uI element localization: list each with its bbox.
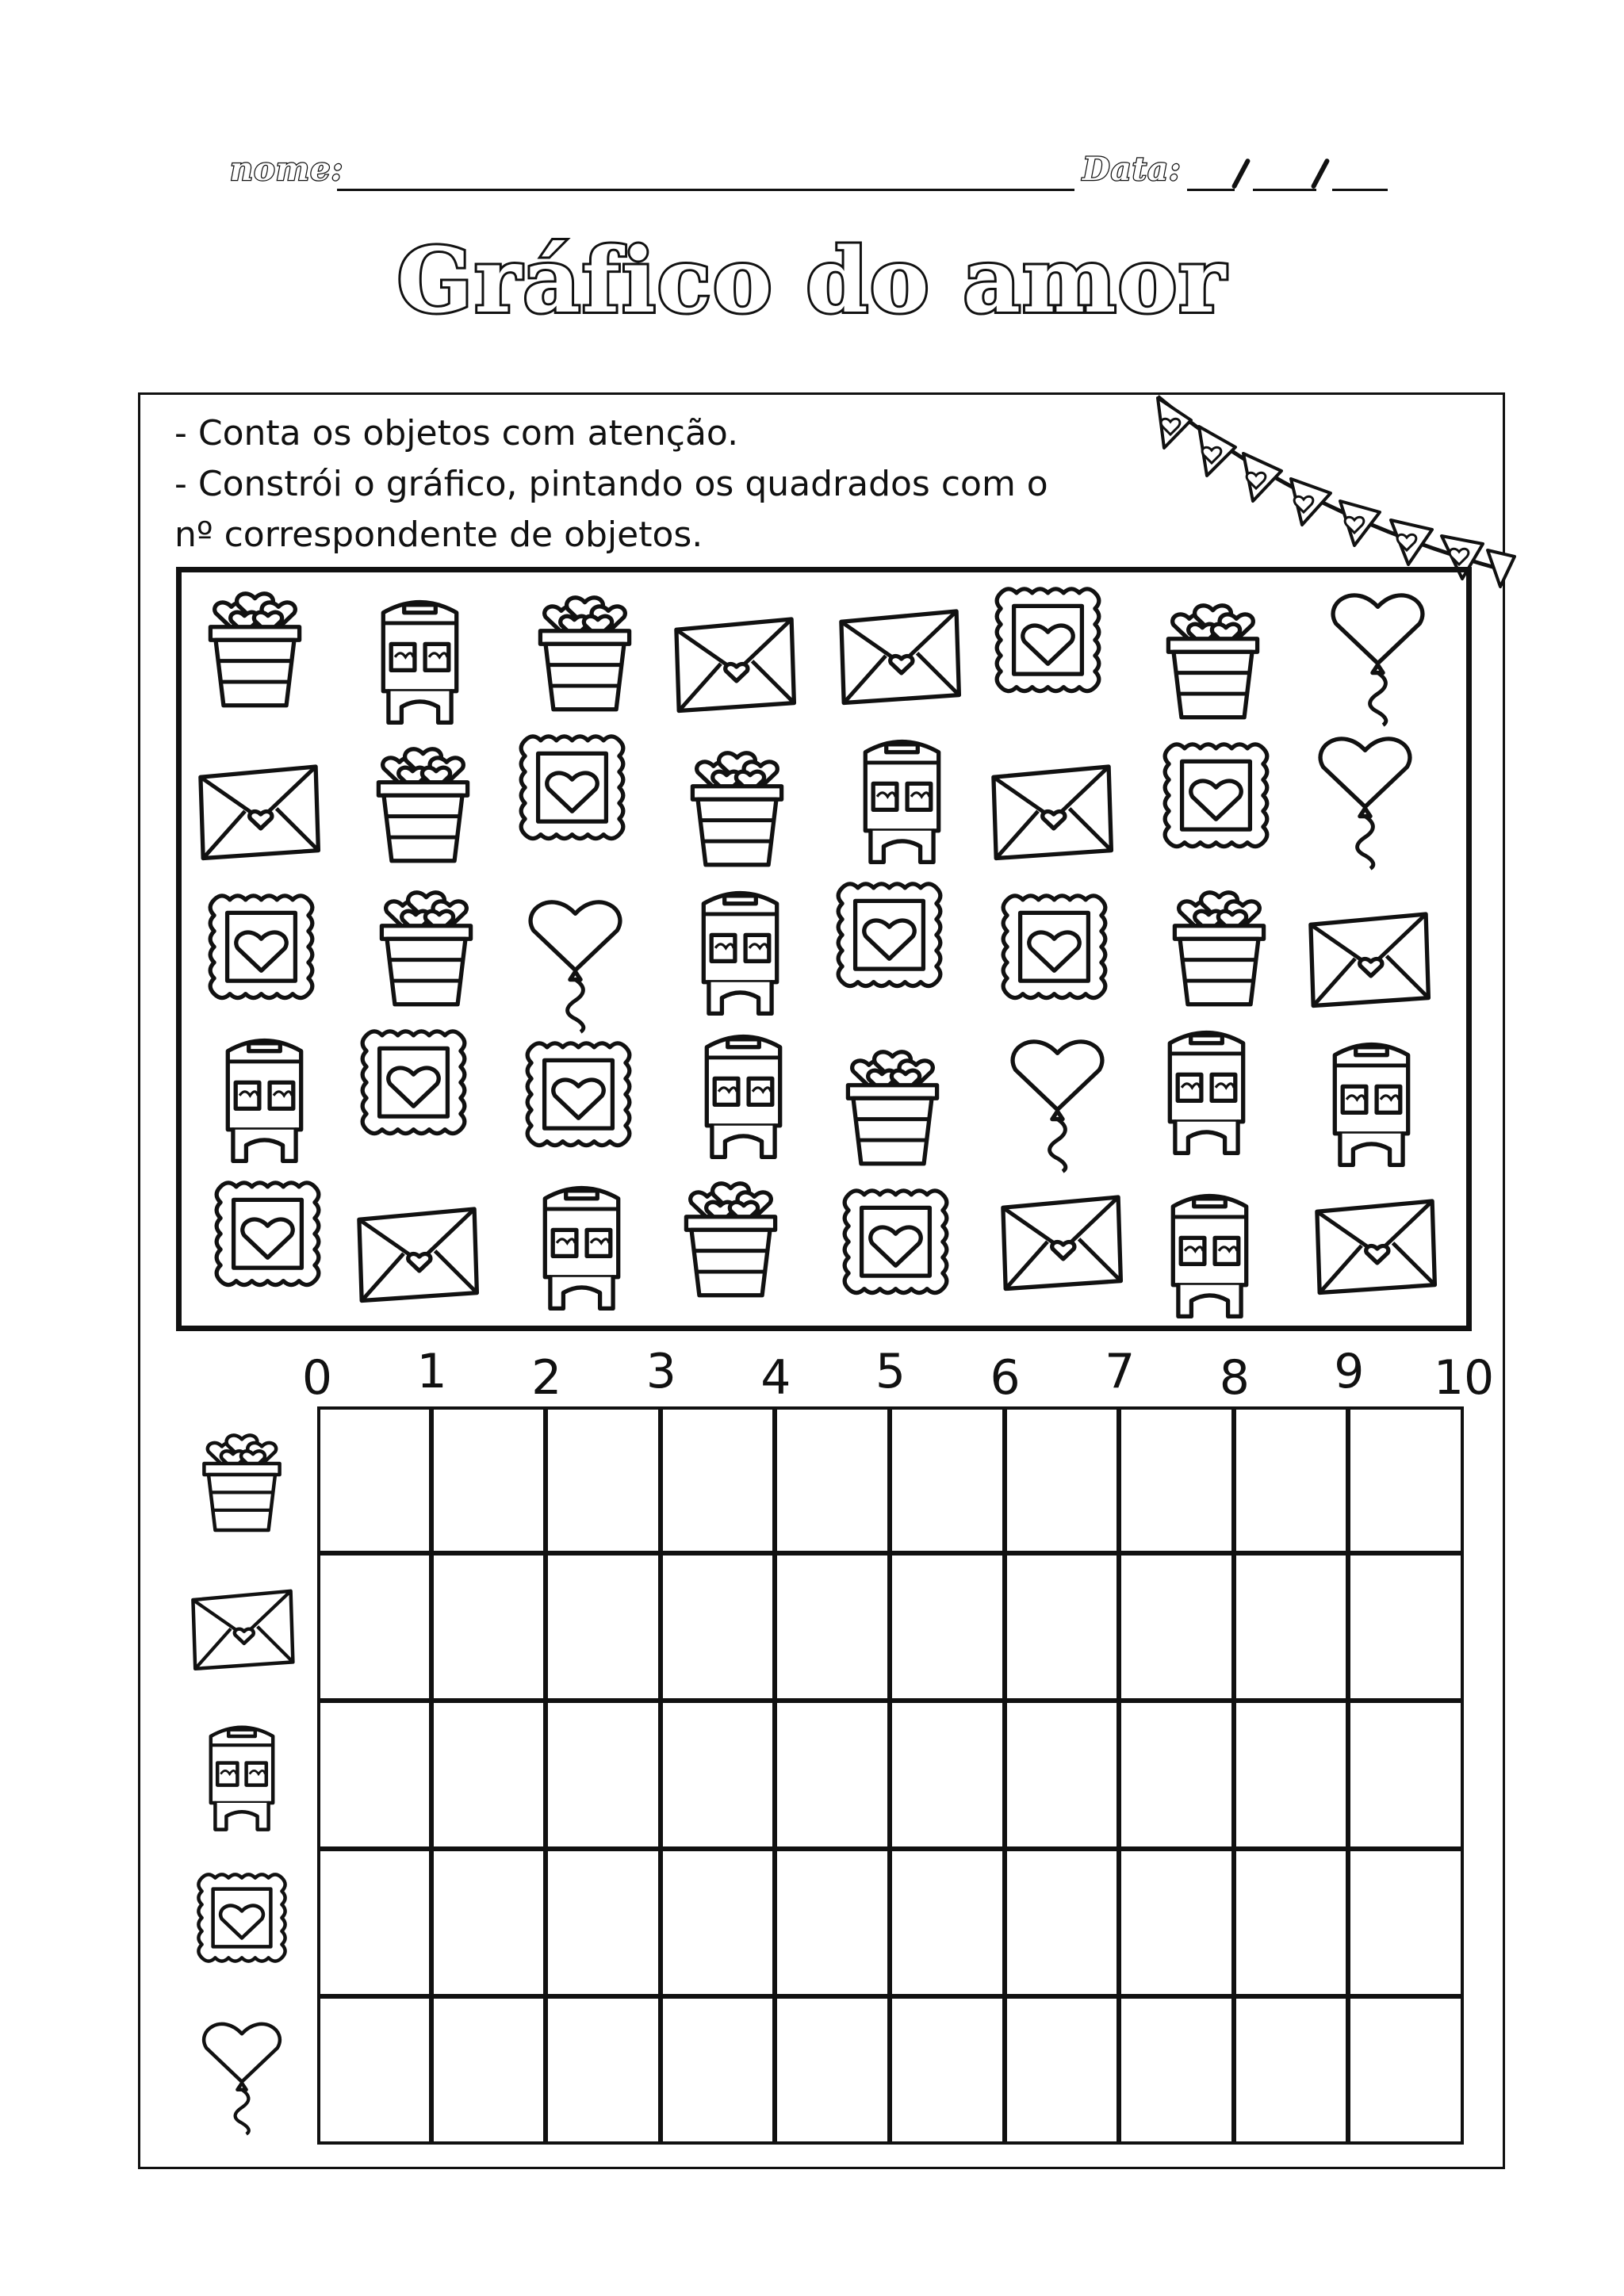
grid-square[interactable] [1347, 1406, 1464, 1554]
heart-stamp-icon [982, 878, 1125, 1028]
scale-number: 1 [416, 1344, 447, 1399]
love-letter-envelope-icon [989, 1165, 1132, 1315]
objects-scene [176, 567, 1472, 1331]
worksheet-header [0, 151, 1624, 206]
basket-of-hearts-icon [183, 571, 326, 721]
row-heart-balloon-icon [178, 1997, 305, 2145]
heart-stamp-icon [818, 866, 960, 1016]
heart-balloon-icon [986, 1021, 1128, 1172]
heart-stamp-icon [342, 1013, 485, 1164]
scale-number: 6 [990, 1350, 1021, 1406]
grid-square[interactable] [889, 1700, 1005, 1849]
grid-square[interactable] [545, 1552, 661, 1701]
scale-number: 7 [1105, 1344, 1136, 1399]
instruction-line-2: - Constrói o gráfico, pintando os quadrados com o [174, 464, 1048, 504]
row-heart-stamp-icon [178, 1850, 305, 1997]
grid-square[interactable] [660, 1406, 776, 1554]
grid-square[interactable] [431, 1848, 547, 1997]
grid-square[interactable] [317, 1406, 432, 1554]
scale-number: 0 [301, 1350, 333, 1406]
scale-number: 5 [875, 1344, 906, 1399]
grid-square[interactable] [774, 1996, 891, 2145]
instructions [174, 408, 1205, 561]
row-love-letter-envelope-icon [178, 1554, 305, 1701]
love-letter-envelope-icon [1303, 1169, 1446, 1319]
grid-square[interactable] [545, 1406, 661, 1554]
grid-square[interactable] [774, 1848, 891, 1997]
basket-of-hearts-icon [1147, 870, 1290, 1020]
grid-square[interactable] [889, 1406, 1005, 1554]
grid-square[interactable] [1004, 1848, 1120, 1997]
grid-square[interactable] [1118, 1848, 1235, 1997]
basket-of-hearts-icon [665, 730, 808, 881]
love-letter-envelope-icon [186, 734, 329, 885]
mailbox-icon [1300, 1025, 1442, 1176]
grid-square[interactable] [1004, 1700, 1120, 1849]
heart-stamp-icon [976, 571, 1119, 721]
mailbox-icon [348, 583, 491, 733]
mailbox-icon [1135, 1013, 1277, 1164]
basket-of-hearts-icon [351, 726, 494, 877]
instruction-line-3: nº correspondente de objetos. [174, 515, 703, 555]
grid-square[interactable] [1347, 1996, 1464, 2145]
love-letter-envelope-icon [345, 1177, 488, 1327]
grid-square[interactable] [889, 1996, 1005, 2145]
scale-number: 9 [1334, 1344, 1365, 1399]
heart-stamp-icon [1144, 726, 1287, 877]
grid-square[interactable] [774, 1406, 891, 1554]
grid-square[interactable] [317, 1552, 432, 1701]
row-basket-of-hearts-icon [178, 1406, 305, 1554]
grid-square[interactable] [774, 1700, 891, 1849]
grid-square[interactable] [431, 1700, 547, 1849]
basket-of-hearts-icon [821, 1029, 963, 1180]
scale-number: 3 [645, 1344, 676, 1399]
mailbox-icon [672, 1017, 814, 1168]
mailbox-icon [830, 722, 973, 873]
date-label: Data: [1082, 151, 1182, 188]
grid-square[interactable] [1118, 1996, 1235, 2145]
heart-stamp-icon [507, 1025, 649, 1176]
grid-square[interactable] [1004, 1552, 1120, 1701]
heart-balloon-icon [1293, 718, 1436, 869]
instruction-line-1: - Conta os objetos com atenção. [174, 413, 739, 453]
counting-grid [317, 1406, 1464, 2145]
grid-square[interactable] [1004, 1996, 1120, 2145]
heart-bunting-decoration [1142, 388, 1515, 595]
basket-of-hearts-icon [659, 1161, 802, 1311]
heart-stamp-icon [500, 718, 643, 869]
heart-stamp-icon [196, 1165, 339, 1315]
mailbox-icon [193, 1021, 335, 1172]
basket-of-hearts-icon [513, 575, 656, 725]
grid-square[interactable] [660, 1848, 776, 1997]
date-separator-1 [1231, 158, 1251, 189]
grid-square[interactable] [1347, 1552, 1464, 1701]
scale-number: 4 [760, 1350, 791, 1406]
grid-square[interactable] [1233, 1552, 1350, 1701]
grid-square[interactable] [889, 1552, 1005, 1701]
mailbox-icon [510, 1169, 653, 1319]
date-day-field[interactable] [1187, 189, 1235, 191]
grid-square[interactable] [431, 1552, 547, 1701]
row-mailbox-icon [178, 1701, 305, 1849]
heart-stamp-icon [190, 878, 332, 1028]
grid-square[interactable] [1118, 1406, 1235, 1554]
love-letter-envelope-icon [979, 734, 1122, 885]
heart-balloon-icon [1306, 575, 1449, 725]
grid-square[interactable] [545, 1996, 661, 2145]
grid-square[interactable] [317, 1996, 432, 2145]
grid-square[interactable] [1347, 1848, 1464, 1997]
name-label: nome: [230, 151, 344, 188]
grid-square[interactable] [660, 1700, 776, 1849]
grid-square[interactable] [431, 1996, 547, 2145]
scale-number: 8 [1219, 1350, 1250, 1406]
grid-square[interactable] [660, 1996, 776, 2145]
heart-balloon-icon [504, 882, 646, 1032]
date-month-field[interactable] [1253, 189, 1316, 191]
basket-of-hearts-icon [354, 870, 497, 1020]
grid-square[interactable] [317, 1700, 432, 1849]
grid-square[interactable] [1233, 1406, 1350, 1554]
scale-number: 10 [1433, 1350, 1495, 1406]
grid-square[interactable] [431, 1406, 547, 1554]
grid-square[interactable] [545, 1848, 661, 1997]
name-field[interactable] [337, 189, 1074, 191]
grid-square[interactable] [889, 1848, 1005, 1997]
grid-square[interactable] [545, 1700, 661, 1849]
heart-stamp-icon [824, 1173, 967, 1323]
scale-number: 2 [531, 1350, 562, 1406]
grid-square[interactable] [1347, 1700, 1464, 1849]
grid-square[interactable] [660, 1552, 776, 1701]
grid-square[interactable] [1118, 1552, 1235, 1701]
grid-square[interactable] [317, 1848, 432, 1997]
love-letter-envelope-icon [662, 587, 805, 737]
date-year-field[interactable] [1332, 189, 1388, 191]
mailbox-icon [668, 874, 811, 1024]
grid-square[interactable] [1233, 1996, 1350, 2145]
chart-scale [0, 1344, 1624, 1407]
grid-square[interactable] [1233, 1848, 1350, 1997]
mailbox-icon [1138, 1177, 1281, 1327]
love-letter-envelope-icon [827, 579, 970, 729]
grid-square[interactable] [1004, 1406, 1120, 1554]
grid-square[interactable] [1233, 1700, 1350, 1849]
grid-square[interactable] [1118, 1700, 1235, 1849]
grid-square[interactable] [774, 1552, 891, 1701]
page-title: Gráfico do amor [396, 229, 1228, 333]
date-separator-2 [1310, 158, 1330, 189]
basket-of-hearts-icon [1141, 583, 1284, 733]
love-letter-envelope-icon [1297, 882, 1439, 1032]
